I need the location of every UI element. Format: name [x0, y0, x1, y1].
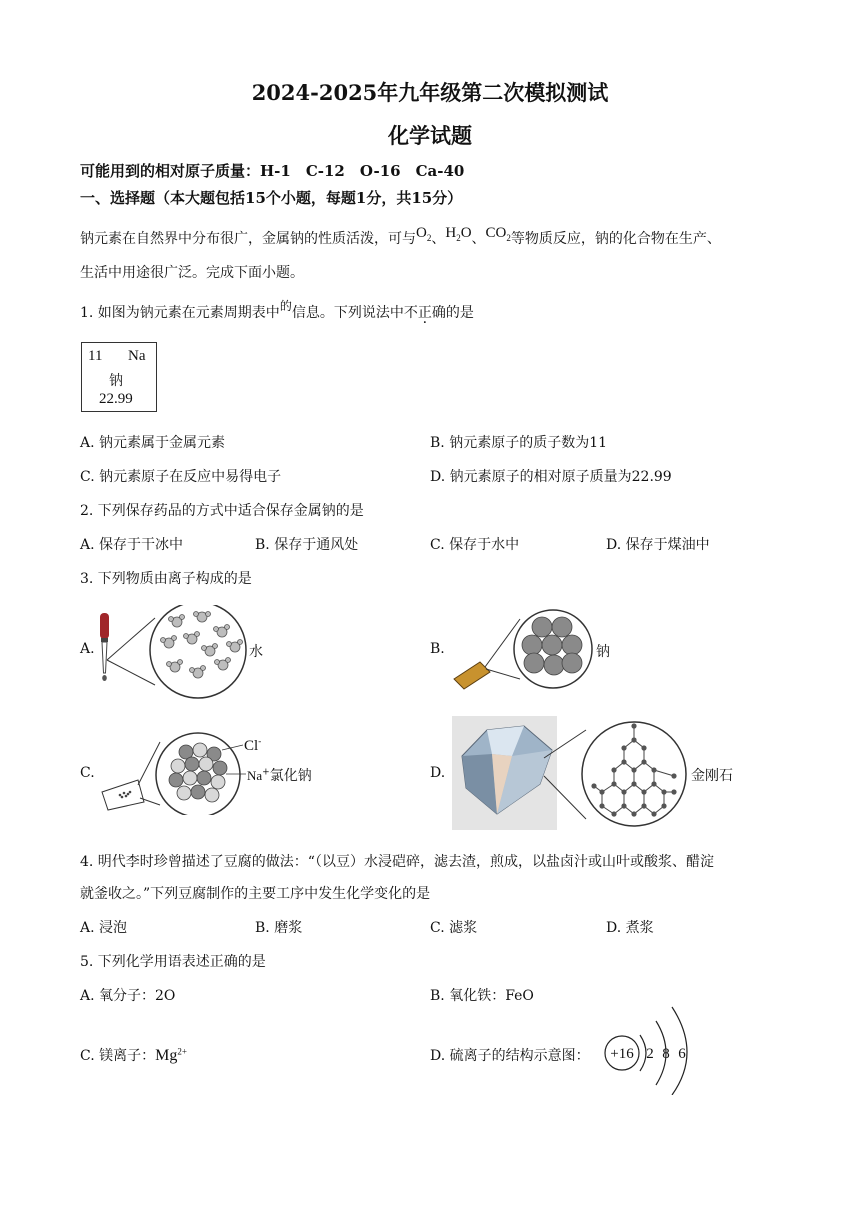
chloride-ion-label: Cl-	[244, 736, 262, 754]
water-molecule-figure	[95, 605, 255, 700]
intro-sep-1: 、	[431, 231, 446, 247]
q1-stem-de: 的	[279, 299, 292, 313]
q2-option-a[interactable]: A. 保存于干冰中	[80, 537, 184, 553]
sodium-chloride-figure	[98, 730, 248, 815]
dropper-tube	[102, 642, 107, 673]
sulfur-ion-diagram	[600, 985, 710, 1095]
q5-option-a[interactable]: A. 氧分子：2O	[80, 988, 176, 1004]
q4-option-d[interactable]: D. 煮浆	[606, 920, 654, 936]
q1-stem-emphasis: 不正确	[403, 305, 446, 321]
q2-option-b[interactable]: B. 保存于通风处	[255, 537, 359, 553]
q1-stem-b: 信息。下列说法中	[291, 305, 404, 321]
nucleus-charge: +16	[610, 1046, 634, 1062]
dropper-neck	[101, 638, 108, 642]
shell-count-1: 2	[646, 1046, 654, 1062]
q4-option-b[interactable]: B. 磨浆	[255, 920, 303, 936]
exam-title: 2024-2025年九年级第二次模拟测试	[251, 80, 609, 105]
q1-option-d[interactable]: D. 钠元素原子的相对原子质量为22.99	[430, 469, 672, 485]
diamond-figure	[452, 716, 692, 830]
q3-option-d-label: 金刚石	[691, 768, 733, 784]
q1-stem-a: 1. 如图为钠元素在元素周期表中	[80, 305, 280, 321]
water-drop	[102, 675, 107, 681]
q3-option-a-letter[interactable]: A.	[80, 641, 95, 657]
sodium-ion-and-name: Na+氯化钠	[247, 767, 312, 784]
intro-text-a: 钠元素在自然界中分布很广，金属钠的性质活泼，可与	[80, 231, 416, 247]
atomic-number: 11	[88, 348, 103, 364]
metal-piece	[454, 662, 490, 689]
q5-option-d[interactable]: D. 硫离子的结构示意图：	[430, 1048, 590, 1064]
dropper-bulb	[100, 613, 109, 639]
q1-option-c[interactable]: C. 钠元素原子在反应中易得电子	[80, 469, 282, 485]
formula-o2: $O_2$	[416, 225, 432, 243]
q2-option-c[interactable]: C. 保存于水中	[430, 537, 520, 553]
exam-subtitle: 化学试题	[388, 123, 472, 148]
q3-stem: 3. 下列物质由离子构成的是	[80, 571, 252, 587]
q1-option-b[interactable]: B. 钠元素原子的质子数为11	[430, 435, 608, 451]
element-cell-sodium	[81, 342, 157, 412]
q3-option-c-letter[interactable]: C.	[80, 765, 95, 781]
section-heading: 一、选择题（本大题包括15个小题，每题1分，共15分）	[80, 189, 463, 207]
q1-stem-c: 的是	[445, 305, 474, 321]
element-name: 钠	[109, 373, 123, 389]
q4-option-c[interactable]: C. 滤浆	[430, 920, 478, 936]
q1-option-a[interactable]: A. 钠元素属于金属元素	[80, 435, 226, 451]
q1-stem	[80, 299, 474, 322]
q2-stem: 2. 下列保存药品的方式中适合保存金属钠的是	[80, 503, 364, 519]
q2-option-d[interactable]: D. 保存于煤油中	[606, 537, 710, 553]
intro-sep-2: 、	[471, 231, 486, 247]
shell-count-2: 8	[662, 1046, 670, 1062]
magnesium-symbol: Mg	[155, 1047, 178, 1064]
sodium-metal-figure	[450, 607, 600, 692]
shell-arc-1	[640, 1035, 646, 1071]
q5-stem: 5. 下列化学用语表述正确的是	[80, 954, 266, 970]
q3-option-d-letter[interactable]: D.	[430, 765, 446, 781]
intro-text-b: 等物质反应，钠的化合物在生产、	[510, 231, 721, 247]
q3-option-a-label: 水	[249, 644, 263, 660]
formula-co2: $CO_2$	[485, 225, 511, 243]
q4-stem-line-1: 4. 明代李时珍曾描述了豆腐的做法：“（以豆）水浸硙碎，滤去渣，煎成，以盐卤汁或山叶或酸浆、醋淀	[80, 854, 714, 870]
q5-option-b[interactable]: B. 氧化铁：FeO	[430, 988, 534, 1004]
formula-h2o: $H_2O$	[445, 225, 472, 243]
atomic-mass: 22.99	[99, 391, 133, 407]
q3-option-b-label: 钠	[596, 644, 610, 660]
q3-option-c-label: 氯化钠	[269, 768, 312, 784]
q3-option-b-letter[interactable]: B.	[430, 641, 445, 657]
atomic-mass-line: 可能用到的相对原子质量：H-1 C-12 O-16 Ca-40	[80, 162, 465, 180]
q5-option-c[interactable]: C. 镁离子：$Mg^{2+}$	[80, 1046, 187, 1064]
shell-count-3: 6	[678, 1046, 686, 1062]
intro-line-1	[80, 225, 721, 249]
q4-option-a[interactable]: A. 浸泡	[80, 920, 128, 936]
intro-line-2: 生活中用途很广泛。完成下面小题。	[80, 265, 304, 281]
q4-stem-line-2: 就釜收之。”下列豆腐制作的主要工序中发生化学变化的是	[80, 886, 431, 902]
element-symbol: Na	[128, 348, 146, 364]
